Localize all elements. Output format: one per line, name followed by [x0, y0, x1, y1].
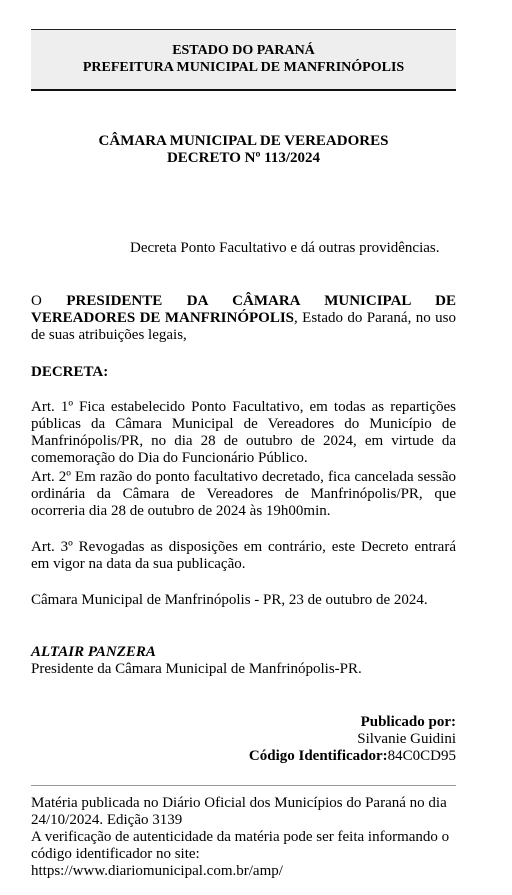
footer-divider [31, 785, 456, 786]
decreta-heading: DECRETA: [31, 364, 109, 380]
title-decree-number: DECRETO Nº 113/2024 [166, 150, 321, 166]
footer-publication-note: Matéria publicada no Diário Oficial dos Municípios do Paraná no dia 24/10/2024. Edição 3139 [31, 795, 447, 828]
footer-url-link[interactable]: https://www.diariomunicipal.com.br/amp/ [31, 863, 283, 879]
identifier-code [31, 748, 456, 765]
signatory-name: ALTAIR PANZERA [31, 644, 156, 660]
decree-title [31, 133, 456, 167]
article-3: Art. 3º Revogadas as disposições em contrário, este Decreto entrará em vigor na data da sua publicação. [31, 539, 456, 572]
signatory-role: Presidente da Câmara Municipal de Manfrinópolis-PR. [31, 661, 362, 677]
place-date: Câmara Municipal de Manfrinópolis - PR, 23 de outubro de 2024. [31, 592, 428, 608]
header-prefecture: PREFEITURA MUNICIPAL DE MANFRINÓPOLIS [82, 60, 405, 75]
published-by-label: Publicado por: [360, 714, 456, 730]
identifier-label: Código Identificador: [248, 748, 388, 764]
document-header [31, 29, 456, 91]
article-2: Art. 2º Em razão do ponto facultativo decretado, fica cancelada sessão ordinária da Câmara de Vereadores de Manfrinópolis/PR, que ocorreria dia 28 de outubro de 2024 às 19h00min. [31, 469, 456, 519]
decree-summary: Decreta Ponto Facultativo e dá outras providências. [130, 240, 440, 256]
footer-verification-note: A verificação de autenticidade da matéria pode ser feita informando o código identificador no site: [31, 829, 450, 862]
preamble [31, 293, 456, 344]
article-1: Art. 1º Fica estabelecido Ponto Facultativo, em todas as repartições públicas da Câmara Municipal de Vereadores do Município de Manfrinópolis/PR, no dia 28 de outubro de 2024, em virtude da comemoração do Dia do Funcionário Público. [31, 399, 456, 466]
identifier-value: 84C0CD95 [387, 748, 456, 764]
title-chamber: CÂMARA MUNICIPAL DE VEREADORES [98, 133, 389, 149]
header-state: ESTADO DO PARANÁ [172, 43, 315, 58]
preamble-prefix: O [31, 293, 42, 309]
publisher-name: Silvanie Guidini [357, 731, 456, 747]
preamble-rest: , Estado do Paraná, no uso de suas atribuições legais, [31, 310, 456, 343]
preamble-authority: PRESIDENTE DA CÂMARA MUNICIPAL DE VEREADORES DE MANFRINÓPOLIS [31, 293, 456, 326]
